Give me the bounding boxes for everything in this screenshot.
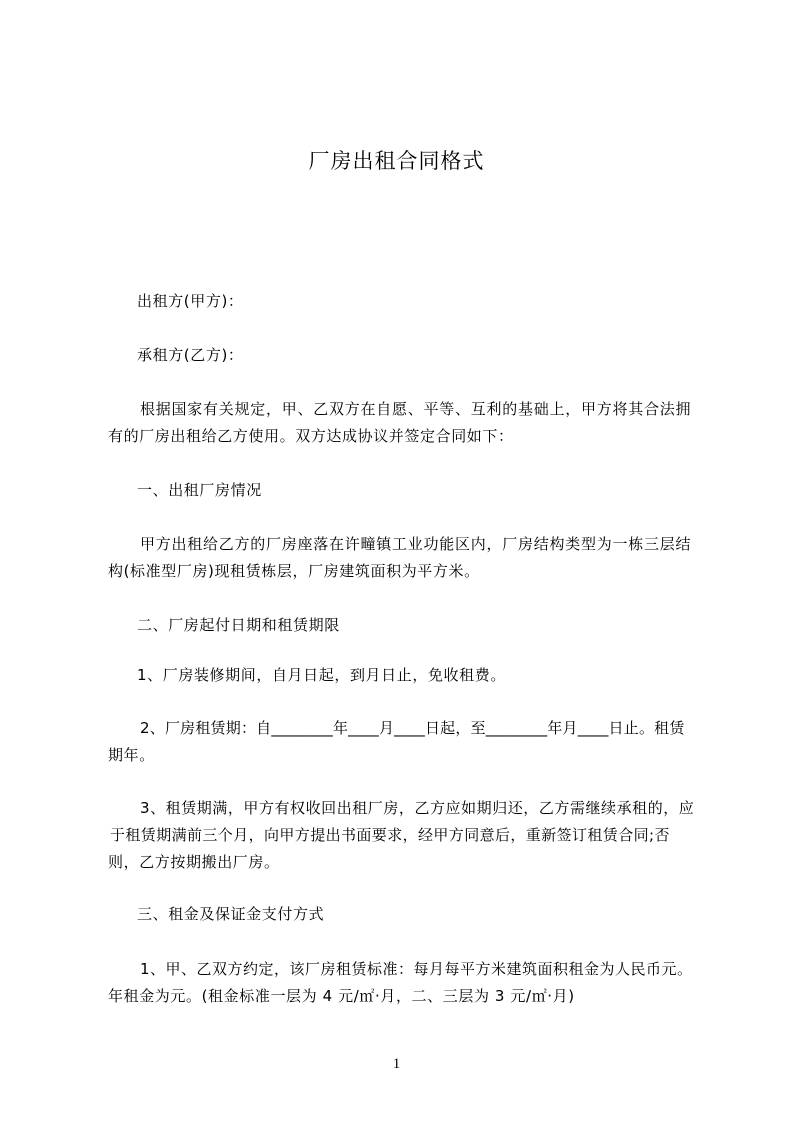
lessor-line: 出租方(甲方)： <box>137 292 244 310</box>
lessee-line: 承租方(乙方)： <box>137 346 244 364</box>
section-heading-1: 一、出租厂房情况 <box>137 481 262 499</box>
paragraph-line: 有的厂房出租给乙方使用。双方达成协议并签定合同如下： <box>108 427 514 445</box>
paragraph-line: 2、厂房租赁期：自________年____月____日起，至________年月____日止。租赁 <box>140 719 685 737</box>
paragraph-line: 甲方出租给乙方的厂房座落在许疃镇工业功能区内，厂房结构类型为一栋三层结 <box>140 535 692 553</box>
section-heading-2: 二、厂房起付日期和租赁期限 <box>137 616 340 634</box>
paragraph-line: 根据国家有关规定，甲、乙双方在自愿、平等、互利的基础上，甲方将其合法拥 <box>140 400 692 418</box>
paragraph-line: 构(标准型厂房)现租赁栋层，厂房建筑面积为平方米。 <box>108 562 480 580</box>
document-title: 厂房出租合同格式 <box>308 149 485 173</box>
paragraph-line: 期年。 <box>108 746 155 764</box>
section-heading-3: 三、租金及保证金支付方式 <box>137 905 325 923</box>
paragraph-line: 1、甲、乙双方约定，该厂房租赁标准：每月每平方米建筑面积租金为人民币元。 <box>140 960 693 978</box>
paragraph-line: 年租金为元。(租金标准一层为 4 元/㎡·月，二、三层为 3 元/㎡·月) <box>108 987 575 1005</box>
page-number: 1 <box>392 1056 401 1072</box>
paragraph-line: 于租赁期满前三个月，向甲方提出书面要求，经甲方同意后，重新签订租赁合同;否 <box>110 826 670 844</box>
paragraph-line: 1、厂房装修期间，自月日起，到月日止，免收租费。 <box>137 666 506 684</box>
paragraph-line: 则，乙方按期搬出厂房。 <box>108 853 280 871</box>
paragraph-line: 3、租赁期满，甲方有权收回出租厂房，乙方应如期归还，乙方需继续承租的，应 <box>140 799 695 817</box>
